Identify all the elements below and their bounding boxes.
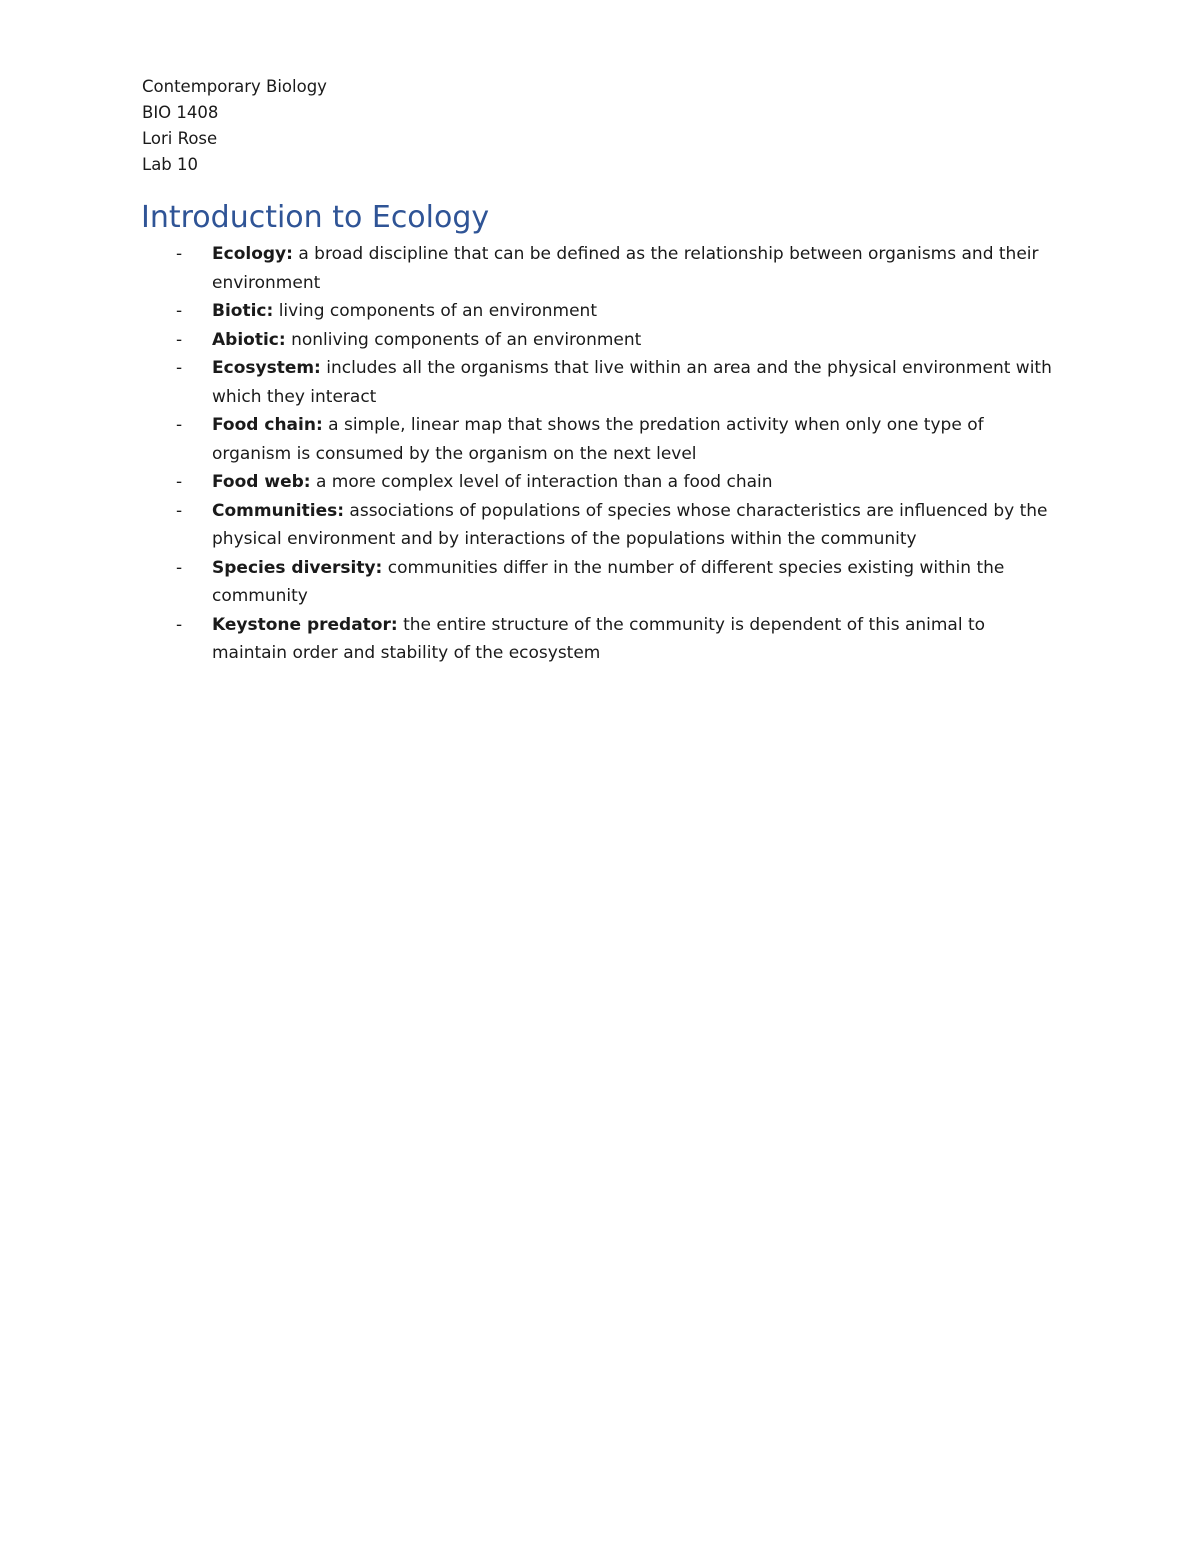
bullet-dash: - bbox=[176, 415, 183, 435]
bullet-dash: - bbox=[176, 329, 183, 350]
definition-term: Abiotic: bbox=[212, 329, 286, 350]
list-item bbox=[142, 354, 1062, 411]
bullet-dash: - bbox=[176, 358, 183, 378]
definition-text: a simple, linear map that shows the predation activity when only one type of organism is consumed by the organism on the next level bbox=[212, 415, 984, 464]
page-title: Introduction to Ecology bbox=[141, 200, 490, 235]
course-code: BIO 1408 bbox=[142, 103, 219, 122]
list-item bbox=[142, 497, 1062, 554]
definition-text: a more complex level of interaction than a food chain bbox=[310, 472, 773, 492]
list-item bbox=[142, 611, 1062, 668]
list-item bbox=[142, 240, 1062, 297]
bullet-dash: - bbox=[176, 614, 183, 635]
list-item bbox=[142, 411, 1062, 468]
definition-term: Ecology: bbox=[212, 244, 293, 264]
definition-text: the entire structure of the community is dependent of this animal to maintain order and stability of the ecosystem bbox=[212, 614, 986, 663]
definition-term: Ecosystem: bbox=[212, 358, 321, 378]
document-header bbox=[142, 74, 1042, 178]
definition-term: Keystone predator: bbox=[212, 614, 398, 635]
bullet-dash: - bbox=[176, 472, 183, 492]
list-item bbox=[142, 554, 1062, 611]
course-name: Contemporary Biology bbox=[142, 77, 327, 96]
bullet-dash: - bbox=[176, 500, 183, 521]
definition-text: living components of an environment bbox=[273, 301, 597, 321]
list-item bbox=[142, 326, 1062, 355]
list-item bbox=[142, 297, 1062, 326]
definition-text: communities differ in the number of different species existing within the community bbox=[212, 557, 1005, 606]
bullet-dash: - bbox=[176, 244, 183, 264]
definition-text: a broad discipline that can be defined as the relationship between organisms and their environment bbox=[212, 244, 1039, 293]
definition-term: Food chain: bbox=[212, 415, 323, 435]
definition-term: Species diversity: bbox=[212, 557, 383, 578]
definition-list bbox=[142, 240, 1062, 668]
definition-text: includes all the organisms that live within an area and the physical environment with which they interact bbox=[212, 358, 1052, 407]
list-item bbox=[142, 468, 1062, 497]
bullet-dash: - bbox=[176, 301, 183, 321]
definition-term: Biotic: bbox=[212, 301, 274, 321]
definition-text: associations of populations of species whose characteristics are influenced by the physical environment and by interactions of the populations within the community bbox=[212, 500, 1048, 549]
definition-term: Food web: bbox=[212, 472, 311, 492]
author-name: Lori Rose bbox=[142, 129, 218, 148]
definition-term: Communities: bbox=[212, 500, 345, 521]
bullet-dash: - bbox=[176, 557, 183, 578]
lab-number: Lab 10 bbox=[142, 155, 199, 174]
definition-text: nonliving components of an environment bbox=[285, 329, 642, 350]
